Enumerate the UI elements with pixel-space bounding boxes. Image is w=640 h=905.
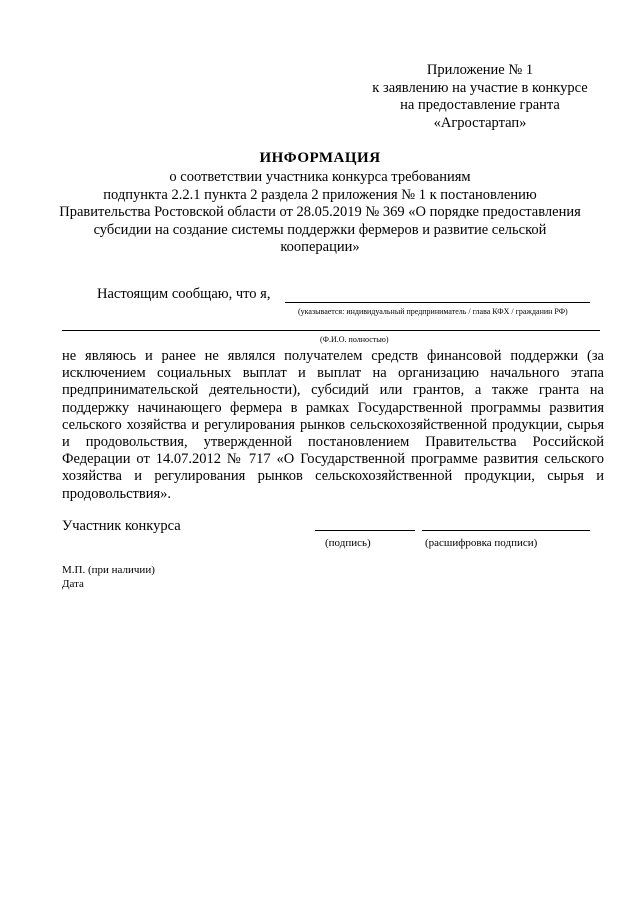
fullname-hint: (Ф.И.О. полностью) bbox=[320, 335, 389, 344]
signature-decoding-fill-line[interactable] bbox=[422, 530, 590, 531]
signature-decoding-hint: (расшифровка подписи) bbox=[425, 537, 538, 549]
date-label: Дата bbox=[62, 578, 84, 590]
subtitle-line: Правительства Ростовской области от 28.05.2019 № 369 «О порядке предоставления bbox=[59, 204, 581, 220]
declaration-text: не являюсь и ранее не являлся получателем средств финансовой поддержки (за исключением социальных выплат и выплат на организацию начального этапа предпринимательской деятельности), субсидий или грантов, а также гранта на поддержку начинающего фермера в рамках Государственной программы развития сельского хозяйства и регулирования рынков сельскохозяйственной продукции, сырья и продовольствия, утвержденной постановлением Правительства Российской Федерации от 14.07.2012 № 717 «О Государственной программе развития сельского хозяйства и регулирования рынков сельскохозяйственной продукции, сырья и продовольствия». bbox=[62, 348, 604, 502]
declaration-intro: Настоящим сообщаю, что я, bbox=[97, 286, 271, 302]
document-title: ИНФОРМАЦИЯ bbox=[259, 150, 381, 166]
subtitle-line: о соответствии участника конкурса требованиям bbox=[169, 169, 471, 185]
status-hint: (указывается: индивидуальный предприниматель / глава КФХ / гражданин РФ) bbox=[298, 307, 568, 316]
annex-header bbox=[355, 62, 605, 132]
fullname-fill-line[interactable] bbox=[62, 330, 600, 331]
signature-fill-line[interactable] bbox=[315, 530, 415, 531]
document-subtitle bbox=[35, 169, 605, 257]
subtitle-line: кооперации» bbox=[280, 239, 360, 255]
seal-label: М.П. (при наличии) bbox=[62, 564, 155, 576]
subtitle-line: подпункта 2.2.1 пункта 2 раздела 2 приложения № 1 к постановлению bbox=[103, 186, 537, 203]
subtitle-line: субсидии на создание системы поддержки фермеров и развитие сельской bbox=[93, 221, 547, 238]
participant-label: Участник конкурса bbox=[62, 518, 181, 534]
annex-line: «Агростартап» bbox=[433, 114, 527, 131]
annex-line: на предоставление гранта bbox=[400, 97, 560, 113]
annex-number: Приложение № 1 bbox=[426, 62, 534, 78]
status-fill-line[interactable] bbox=[285, 302, 590, 303]
annex-line: к заявлению на участие в конкурсе bbox=[372, 79, 588, 96]
signature-hint: (подпись) bbox=[325, 537, 371, 549]
